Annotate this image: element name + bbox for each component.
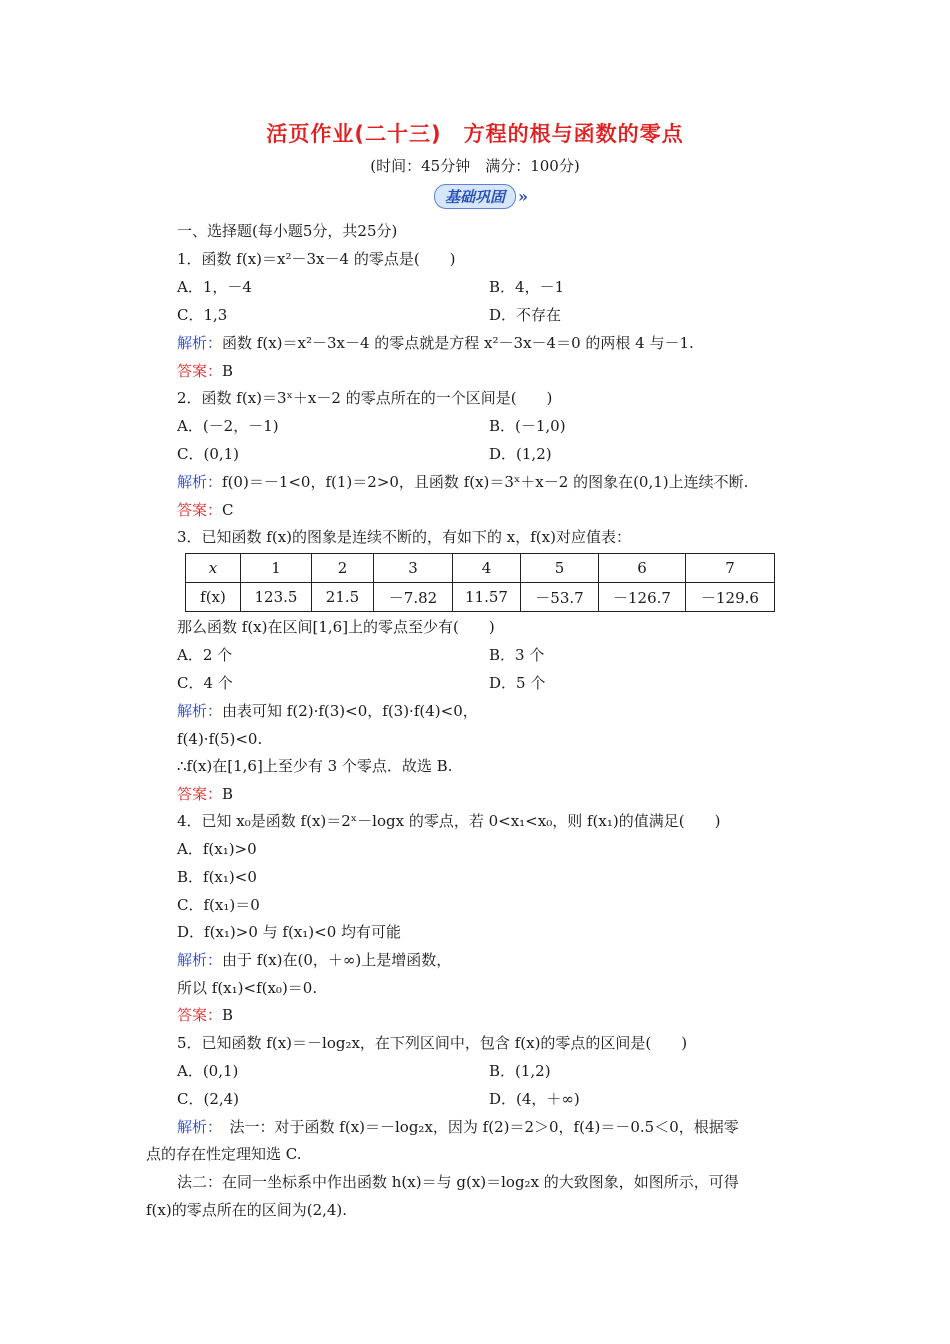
q2-answer <box>177 500 234 520</box>
section-heading: 一、选择题(每小题5分，共25分) <box>177 222 398 240</box>
q5-stem: 5．已知函数 f(x)＝－log₂x，在下列区间中，包含 f(x)的零点的区间是( ) <box>177 1034 688 1052</box>
table-cell: 1 <box>241 554 312 583</box>
answer-value: B <box>222 785 234 803</box>
q5-analysis-line2: 点的存在性定理知选 C. <box>146 1145 302 1163</box>
q4-option-a: A．f(x₁)>0 <box>177 840 257 858</box>
q5-analysis <box>177 1117 739 1137</box>
answer-label: 答案： <box>177 362 223 380</box>
q4-answer <box>177 1005 233 1025</box>
answer-value: B <box>222 1006 234 1024</box>
q1-answer <box>177 361 233 381</box>
q3-prompt: 那么函数 f(x)在区间[1,6]上的零点至少有( ) <box>177 618 495 636</box>
answer-label: 答案： <box>177 785 223 803</box>
answer-label: 答案： <box>177 501 223 519</box>
table-cell: 7 <box>686 554 775 583</box>
banner-label: 基础巩固 <box>434 184 516 209</box>
analysis-text: 函数 f(x)＝x²－3x－4 的零点就是方程 x²－3x－4＝0 的两根 4 与－1. <box>222 334 694 352</box>
q3-option-c: C．4 个 <box>177 674 233 692</box>
table-row <box>186 554 775 583</box>
table-cell: f(x) <box>186 583 241 612</box>
table-cell: －53.7 <box>521 583 599 612</box>
table-cell: 6 <box>599 554 686 583</box>
q4-stem: 4．已知 x₀是函数 f(x)＝2ˣ－logx 的零点，若 0<x₁<x₀，则 f(x₁)的值满足( ) <box>177 812 721 830</box>
q1-option-a: A．1，－4 <box>177 278 252 296</box>
answer-value: C <box>222 501 234 519</box>
q2-option-c: C．(0,1) <box>177 445 240 463</box>
q1-analysis <box>177 333 694 353</box>
table-cell: 4 <box>453 554 521 583</box>
analysis-text: 由表可知 f(2)·f(3)<0，f(3)·f(4)<0， <box>222 702 478 720</box>
table-cell: 11.57 <box>453 583 521 612</box>
q4-option-b: B．f(x₁)<0 <box>177 868 257 886</box>
q3-answer <box>177 784 233 804</box>
q3-analysis-line2: f(4)·f(5)<0. <box>177 730 263 748</box>
q3-option-b: B．3 个 <box>489 646 545 664</box>
double-chevron-right-icon: » <box>518 186 529 206</box>
analysis-label: 解析： <box>177 334 223 352</box>
analysis-label: 解析： <box>177 702 223 720</box>
page-subtitle: (时间：45分钟 满分：100分) <box>370 157 580 175</box>
table-cell: 2 <box>312 554 374 583</box>
q4-analysis-line2: 所以 f(x₁)<f(x₀)＝0. <box>177 979 318 997</box>
analysis-text: 由于 f(x)在(0，＋∞)上是增函数， <box>222 951 452 969</box>
q5-option-c: C．(2,4) <box>177 1090 240 1108</box>
table-cell: x <box>186 554 241 583</box>
analysis-label: 解析： <box>177 473 223 491</box>
q1-stem: 1．函数 f(x)＝x²－3x－4 的零点是( ) <box>177 250 456 268</box>
q4-option-d: D．f(x₁)>0 与 f(x₁)<0 均有可能 <box>177 923 402 941</box>
q2-option-a: A．(－2，－1) <box>177 417 279 435</box>
q5-analysis-line3: 法二：在同一坐标系中作出函数 h(x)＝与 g(x)＝log₂x 的大致图象，如图所示，可得 <box>177 1173 739 1191</box>
q4-analysis <box>177 950 451 970</box>
section-banner <box>434 183 552 209</box>
q3-option-d: D．5 个 <box>489 674 546 692</box>
analysis-label: 解析： <box>177 1118 215 1136</box>
table-cell: 21.5 <box>312 583 374 612</box>
table-cell: 3 <box>374 554 453 583</box>
q5-option-a: A．(0,1) <box>177 1062 239 1080</box>
q1-option-d: D．不存在 <box>489 306 562 324</box>
q2-option-d: D．(1,2) <box>489 445 552 463</box>
q2-analysis <box>177 472 748 492</box>
q1-option-c: C．1,3 <box>177 306 228 324</box>
q2-option-b: B．(－1,0) <box>489 417 566 435</box>
analysis-text: 法一：对于函数 f(x)＝－log₂x，因为 f(2)＝2＞0，f(4)＝－0.5＜0，根据零 <box>214 1118 739 1136</box>
q3-option-a: A．2 个 <box>177 646 233 664</box>
q5-option-d: D．(4，＋∞) <box>489 1090 580 1108</box>
q1-option-b: B．4，－1 <box>489 278 565 296</box>
answer-label: 答案： <box>177 1006 223 1024</box>
q2-stem: 2．函数 f(x)＝3ˣ＋x－2 的零点所在的一个区间是( ) <box>177 389 553 407</box>
q5-option-b: B．(1,2) <box>489 1062 551 1080</box>
q3-analysis-line3: ∴f(x)在[1,6]上至少有 3 个零点．故选 B. <box>177 757 453 775</box>
table-cell: 5 <box>521 554 599 583</box>
table-cell: 123.5 <box>241 583 312 612</box>
answer-value: B <box>222 362 234 380</box>
table-cell: －7.82 <box>374 583 453 612</box>
value-table <box>185 553 775 612</box>
q5-analysis-line4: f(x)的零点所在的区间为(2,4). <box>146 1201 348 1219</box>
analysis-label: 解析： <box>177 951 223 969</box>
table-cell: －129.6 <box>686 583 775 612</box>
table-row <box>186 583 775 612</box>
q3-analysis <box>177 701 478 721</box>
analysis-text: f(0)＝－1<0，f(1)＝2>0，且函数 f(x)＝3ˣ＋x－2 的图象在(0,1)上连续不断. <box>222 473 749 491</box>
table-cell: －126.7 <box>599 583 686 612</box>
page-title: 活页作业(二十三) 方程的根与函数的零点 <box>266 122 684 146</box>
q4-option-c: C．f(x₁)＝0 <box>177 896 260 914</box>
q3-stem: 3．已知函数 f(x)的图象是连续不断的，有如下的 x，f(x)对应值表： <box>177 528 631 546</box>
